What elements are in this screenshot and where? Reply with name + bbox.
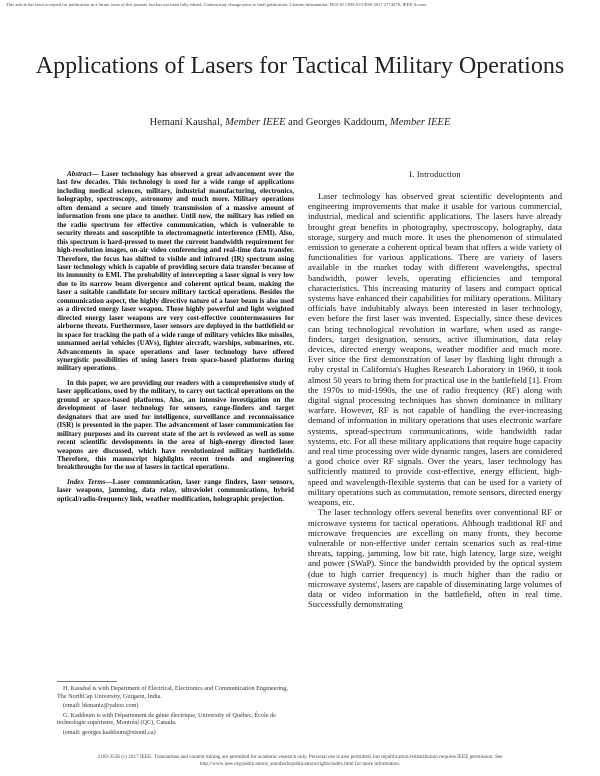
introduction-paragraph-2: The laser technology offers several benefits over conventional RF or microwave systems for tactical operations. Although traditional RF and microwave frequencies are excelling on many fronts, they become vulnerable or non-effective under certain scenarios such as real-time threats, tapping, jamming, low bit rate, high latency, large size, weight and power (SWaP). Since the bandwidth provided by the optical system (due to high carrier frequency) is much higher than the radio or microwave systems', lasers are capable of disseminating large volumes of data or video information in the battlefield, often in real time. Successfully demonstrating	[308, 507, 562, 610]
author-1: Hemani Kaushal,	[149, 117, 223, 128]
footnote-2-email: (email: georges.kaddoum@etsmtl.ca)	[63, 728, 156, 736]
author-1-role: Member IEEE	[225, 117, 286, 128]
index-terms	[57, 478, 294, 503]
copyright-line-2: http://www.ieee.org/publications_standards/publications/rights/index.html for more information.	[199, 761, 401, 767]
author-conjunction: and	[288, 117, 304, 128]
author-line	[0, 117, 600, 128]
abstract-paragraph-2: In this paper, we are providing our readers with a comprehensive study of laser applications, used by the military, to carry out tactical operations on the ground or space-based platforms. Also, an intensive investigation on the development of laser technology for sensors, range-finders and target designators that are used for intelligence, surveillance and reconnaissance (ISR) is presented in the paper. The advancement of laser communication for military purposes and its current state of the art is reviewed as well as some recent scientific developments in the area of high-energy directed laser weapons are discussed, which have revolutionized military battlefields. Therefore, this manuscript highlights recent trends and engineering breakthroughs for the use of lasers in tactical operations.	[57, 378, 294, 472]
author-footnotes	[57, 681, 294, 739]
copyright-line-1: 2169-3536 (c) 2017 IEEE. Translations and content mining are permitted for academic research only. Personal use is also permitted, but republication/redistribution requires IEEE permission. See	[97, 754, 503, 760]
introduction-column	[308, 170, 562, 609]
footnote-2: G. Kaddoum is with Département de génie électrique, University of Québec, École de technologie supérieure, Montréal (QC), Canada.	[57, 711, 276, 727]
abstract-column	[57, 170, 294, 509]
abstract-paragraph-1	[57, 170, 294, 373]
abstract-lead: Abstract	[67, 170, 92, 178]
index-terms-lead: Index Terms	[67, 477, 106, 486]
copyright-footer	[0, 754, 600, 768]
paper-title: Applications of Lasers for Tactical Military Operations	[35, 53, 565, 79]
section-heading-introduction: I. Introduction	[409, 170, 461, 179]
abstract-text-1: — Laser technology has observed a great advancement over the last few decades. This technology is used for a wide range of applications including medical sciences, military, industrial manufacturing, electronics, holography, spectroscopy, astronomy and much more. Military operations often demand a secure and timely transmission of a massive amount of information from one place to another. Until now, the military has relied on the radio spectrum for effective communication, which is vulnerable to security threats and susceptible to electromagnetic interference (EMI). Also, this spectrum is hard-pressed to meet the current bandwidth requirement for high-resolution images, on-air video conferencing and real-time data transfer. Therefore, the focus has shifted to visible and infrared (IR) spectrum using laser technology which is capable of providing secure data transfer because of its immunity to EMI. The probability of intercepting a laser signal is very low due to its narrow beam divergence and coherent optical beam, making the laser a suitable candidate for secure military tactical operations. Besides the communication aspect, the highly directive nature of a laser beam is also used as a directed energy laser weapon. These highly powerful and light weighted directed energy laser weapons are very cost-effective countermeasures for airborne threats. Furthermore, laser sensors are deployed in the battlefield or in space for tracking the path of a wide range of military vehicles like missiles, unmanned aerial vehicles (UAVs), fighter aircraft, warships, submarines, etc. Advancements in space operations and laser technology have offered synergistic possibilities of using lasers from space-based platforms during military operations.	[57, 170, 294, 373]
footnote-1: H. Kaushal is with Department of Electrical, Electronics and Communication Engineering, The NorthCap University, Gurgaon, India.	[57, 685, 288, 700]
footnote-divider	[57, 681, 117, 682]
footnote-1-email: (email: hkmaniz@yahoo.com)	[63, 702, 139, 710]
introduction-paragraph-1: Laser technology has observed great scientific developments and engineering improvements that make it usable for various commercial, industrial, medical and scientific applications. The lasers have already brought great benefits in photography, spectroscopy, holography, data storage, surgery and much more. It uses the phenomenon of stimulated emission to generate a coherent optical beam that offers a wide variety of functionalities for various applications. There are variety of lasers available in the market today with different wavelengths, spectral bandwidth, power levels, operating efficiencies and temporal characteristics. This increasing maturity of lasers and compact optical systems have enhanced their capabilities for military operations. Military officials have indubitably always been interested in laser technology, even before the first laser was invented. Especially, since these devices can bring technological revolution in warfare, when used as range-finders, target designation, sensors, active illumination, data relay devices, directed energy weapons, weather modifier and much more. Ever since the first demonstration of laser by flashing light through a ruby crystal in California's Hughes Research Laboratory in 1960, it took almost 50 years to bring them for practical use in the battlefield [1]. From the 1970s to mid-1990s, the use of radio frequency (RF) along with digital signal processing techniques has shown dominance in military warfare. However, RF is not capable of handling the ever-increasing demand of information in military operations that uses electronic warfare systems, spread-spectrum communications, wide bandwidth radar systems, etc. For all these military applications that require huge capacity and real time processing over wide dynamic ranges, lasers are considered a good choice over RF signals. Over the years, laser technology has sufficiently matured to provide cost-effective, energy efficient, high-speed and wavelength-flexible systems that can be used for a variety of military operations such as commutation, remote sensors, directed energy weapons, etc.	[308, 191, 562, 508]
journal-banner: This article has been accepted for publication in a future issue of this journal, but has not been fully edited. Content may change prior to final publication. Citation information: DOI 10.1109/ACCESS.2017.2774476, IEEE Access	[6, 2, 427, 7]
introduction-body	[308, 191, 562, 609]
author-2-role: Member IEEE	[390, 117, 451, 128]
index-terms-text: —Laser communication, laser range finders, laser sensors, laser weapons, jamming, data relay, ultraviolet communications, hybrid optical/radio-frequency link, weather modification, holographic projection.	[57, 477, 294, 503]
author-2: Georges Kaddoum,	[305, 117, 388, 128]
